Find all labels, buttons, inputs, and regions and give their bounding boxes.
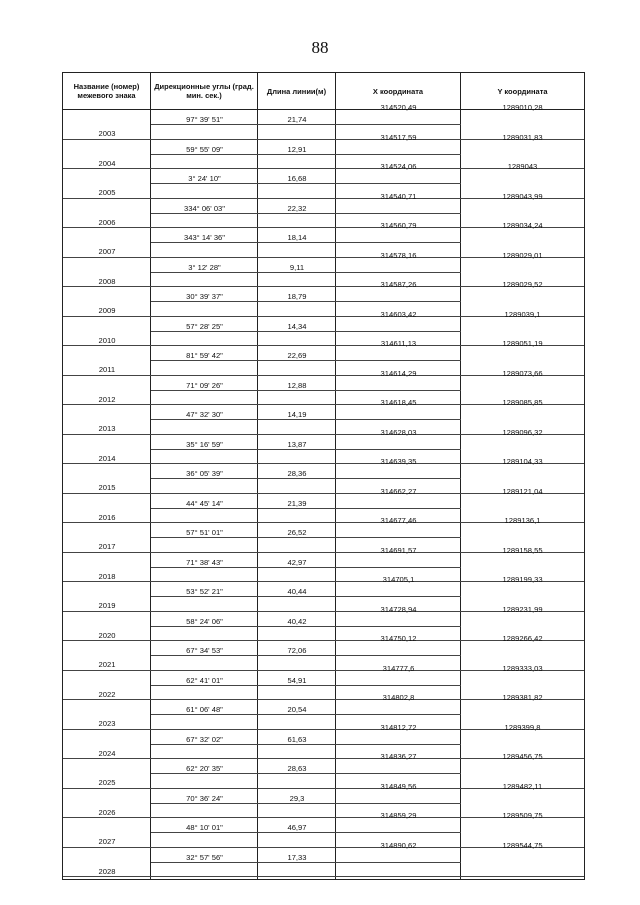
- cell-angle: 32° 57' 56": [186, 852, 223, 862]
- cell-angle: 3° 12' 28": [188, 262, 221, 272]
- row-mid-line: [151, 803, 461, 804]
- cell-y: 1289010,28: [502, 103, 543, 112]
- cell-y: 1289121,04: [502, 486, 543, 496]
- cell-x: 314750,12: [380, 634, 417, 643]
- cell-x: 314836,27: [380, 752, 417, 761]
- row-mid-line: [151, 537, 461, 538]
- cell-y: 1289043,99: [502, 191, 543, 201]
- cell-length: 14,34: [287, 321, 307, 331]
- cell-y: 1289029,52: [502, 280, 543, 289]
- cell-angle: 53° 52' 21": [186, 587, 223, 596]
- cell-y: 1289381,82: [502, 693, 543, 702]
- row-mid-line: [151, 272, 461, 273]
- header-y: Y координата: [497, 86, 548, 96]
- cell-y: 1289034,24: [502, 221, 543, 230]
- cell-x: 314859,29: [380, 811, 417, 820]
- cell-y: 1289266,42: [502, 634, 543, 643]
- cell-angle: 57° 28' 25": [186, 321, 223, 331]
- table-body: [63, 103, 584, 879]
- cell-length: 17,33: [287, 852, 307, 862]
- cell-length: 12,91: [287, 144, 307, 154]
- cell-y: 1289399,8: [504, 722, 541, 732]
- row-mid-line: [151, 478, 461, 479]
- page-number: 88: [311, 38, 329, 57]
- cell-x: 314812,72: [380, 722, 417, 732]
- cell-length: 28,36: [287, 469, 307, 478]
- cell-y: 1289043: [507, 162, 538, 171]
- cell-angle: 57° 51' 01": [186, 528, 223, 537]
- cell-angle: 62° 41' 01": [186, 675, 223, 685]
- row-mid-line: [151, 390, 461, 391]
- cell-x: 314603,42: [380, 309, 417, 319]
- cell-name: 2017: [98, 542, 116, 551]
- cell-x: 314849,56: [380, 781, 417, 791]
- cell-angle: 61° 06' 48": [186, 705, 223, 714]
- cell-length: 40,44: [287, 587, 307, 596]
- cell-x: 314677,46: [380, 516, 417, 525]
- cell-length: 12,88: [287, 380, 307, 390]
- cell-y: 1289333,03: [502, 663, 543, 673]
- cell-angle: 70° 36' 24": [186, 793, 223, 803]
- cell-x: 314524,06: [380, 162, 417, 171]
- cell-name: 2016: [98, 512, 116, 522]
- cell-name: 2005: [98, 188, 116, 197]
- row-mid-line: [151, 331, 461, 332]
- row-mid-line: [151, 242, 461, 243]
- cell-x: 314540,71: [380, 191, 417, 201]
- cell-x: 314639,35: [380, 457, 417, 466]
- cell-y: 1289456,75: [502, 752, 543, 761]
- cell-name: 2018: [98, 571, 116, 581]
- cell-angle: 59° 55' 09": [186, 144, 223, 154]
- cell-angle: 47° 32' 30": [186, 410, 223, 419]
- cell-name: 2015: [98, 483, 116, 492]
- cell-name: 2011: [98, 365, 116, 374]
- cell-name: 2013: [98, 424, 116, 433]
- cell-name: 2007: [98, 247, 116, 256]
- cell-length: 28,63: [287, 764, 307, 773]
- cell-length: 21,39: [287, 498, 307, 508]
- row-mid-line: [151, 360, 461, 361]
- cell-length: 18,79: [287, 292, 307, 301]
- cell-angle: 343° 14' 36": [184, 233, 225, 242]
- row-mid-line: [151, 862, 461, 863]
- cell-name: 2008: [98, 276, 116, 286]
- cell-name: 2021: [98, 660, 116, 669]
- cell-length: 16,68: [287, 174, 307, 183]
- row-mid-line: [151, 183, 461, 184]
- cell-angle: 44° 45' 14": [186, 498, 223, 508]
- cell-angle: 67° 32' 02": [186, 734, 223, 744]
- row-mid-line: [151, 773, 461, 774]
- cell-x: 314662,27: [380, 486, 417, 496]
- cell-length: 9,11: [289, 262, 305, 272]
- cell-angle: 97° 39' 51": [186, 115, 223, 124]
- cell-angle: 48° 10' 01": [186, 823, 223, 832]
- cell-y: 1289051,19: [502, 339, 543, 348]
- cell-x: 314578,16: [380, 250, 417, 260]
- cell-name: 2009: [98, 306, 116, 315]
- row-mid-line: [151, 508, 461, 509]
- cell-length: 42,97: [287, 557, 307, 567]
- cell-y: 1289104,33: [502, 457, 543, 466]
- cell-name: 2028: [98, 866, 116, 876]
- cell-angle: 67° 34' 53": [186, 646, 223, 655]
- row-mid-line: [151, 655, 461, 656]
- cell-name: 2010: [98, 335, 116, 345]
- row-mid-line: [151, 714, 461, 715]
- cell-name: 2012: [98, 394, 116, 404]
- cell-y: 1289482,11: [502, 781, 543, 791]
- cell-y: 1289031,83: [502, 132, 543, 142]
- cell-name: 2025: [98, 778, 116, 787]
- cell-x: 314628,03: [380, 427, 417, 437]
- cell-y: 1289136,1: [504, 516, 541, 525]
- cell-y: 1289085,85: [502, 398, 543, 407]
- cell-x: 314777,6: [382, 663, 415, 673]
- cell-name: 2026: [98, 807, 116, 817]
- cell-angle: 62° 20' 35": [186, 764, 223, 773]
- cell-name: 2004: [98, 158, 116, 168]
- cell-x: 314705,1: [382, 575, 415, 584]
- cell-x: 314560,79: [380, 221, 417, 230]
- cell-x: 314802,8: [382, 693, 415, 702]
- cell-y: 1289039,1: [504, 309, 541, 319]
- cell-x: 314890,62: [380, 840, 417, 850]
- row-mid-line: [151, 567, 461, 568]
- header-length: Длина линии(м): [258, 73, 336, 109]
- row-mid-line: [151, 154, 461, 155]
- cell-length: 21,74: [287, 115, 307, 124]
- cell-angle: 334° 06' 03": [184, 203, 225, 213]
- cell-y: 1289544,75: [502, 840, 543, 850]
- cell-length: 22,32: [287, 203, 307, 213]
- coordinates-table: [62, 72, 585, 880]
- cell-angle: 71° 38' 43": [186, 557, 223, 567]
- cell-length: 18,14: [287, 233, 307, 242]
- cell-x: 314520,49: [380, 103, 417, 112]
- cell-angle: 71° 09' 26": [186, 380, 223, 390]
- cell-length: 61,63: [287, 734, 307, 744]
- cell-length: 46,97: [287, 823, 307, 832]
- cell-x: 314728,94: [380, 604, 417, 614]
- header-name: Название (номер) межевого знака: [63, 73, 151, 109]
- cell-name: 2020: [98, 630, 116, 640]
- row-mid-line: [151, 596, 461, 597]
- cell-name: 2019: [98, 601, 116, 610]
- cell-y: 1289029,01: [502, 250, 543, 260]
- cell-length: 40,42: [287, 616, 307, 626]
- cell-length: 20,54: [287, 705, 307, 714]
- cell-angle: 58° 24' 06": [186, 616, 223, 626]
- cell-length: 72,06: [287, 646, 307, 655]
- cell-length: 13,87: [287, 439, 307, 449]
- row-mid-line: [151, 685, 461, 686]
- row-mid-line: [151, 213, 461, 214]
- cell-name: 2024: [98, 748, 116, 758]
- cell-x: 314618,45: [380, 398, 417, 407]
- cell-x: 314517,59: [380, 132, 417, 142]
- cell-x: 314611,13: [380, 339, 417, 348]
- row-mid-line: [151, 301, 461, 302]
- cell-y: 1289231,99: [502, 604, 543, 614]
- cell-angle: 30° 39' 37": [186, 292, 223, 301]
- header-x: X координата: [336, 73, 461, 109]
- cell-length: 22,69: [287, 351, 307, 360]
- cell-length: 14,19: [287, 410, 307, 419]
- cell-y: 1289096,32: [502, 427, 543, 437]
- cell-name: 2022: [98, 689, 116, 699]
- cell-angle: 81° 59' 42": [186, 351, 223, 360]
- cell-y: 1289158,55: [502, 545, 543, 555]
- cell-y: 1289509,75: [502, 811, 543, 820]
- cell-name: 2027: [98, 837, 116, 846]
- cell-y: 1289199,33: [502, 575, 543, 584]
- cell-name: 2014: [98, 453, 116, 463]
- row-mid-line: [151, 419, 461, 420]
- row-mid-line: [151, 626, 461, 627]
- cell-name: 2023: [98, 719, 116, 728]
- row-mid-line: [151, 832, 461, 833]
- row-mid-line: [151, 124, 461, 125]
- cell-angle: 3° 24' 10": [188, 174, 221, 183]
- cell-angle: 35° 16' 59": [186, 439, 223, 449]
- cell-length: 29,3: [289, 793, 305, 803]
- cell-angle: 36° 05' 39": [186, 469, 223, 478]
- cell-name: 2006: [98, 217, 116, 227]
- cell-x: 314614,29: [380, 368, 417, 378]
- row-mid-line: [151, 744, 461, 745]
- cell-x: 314691,57: [380, 545, 417, 555]
- cell-x: 314587,26: [380, 280, 417, 289]
- row-mid-line: [151, 449, 461, 450]
- cell-y: 1289073,66: [502, 368, 543, 378]
- cell-length: 54,91: [287, 675, 307, 685]
- cell-name: 2003: [98, 129, 116, 138]
- header-angle: Дирекционные углы (град. мин. сек.): [151, 73, 258, 109]
- cell-length: 26,52: [287, 528, 307, 537]
